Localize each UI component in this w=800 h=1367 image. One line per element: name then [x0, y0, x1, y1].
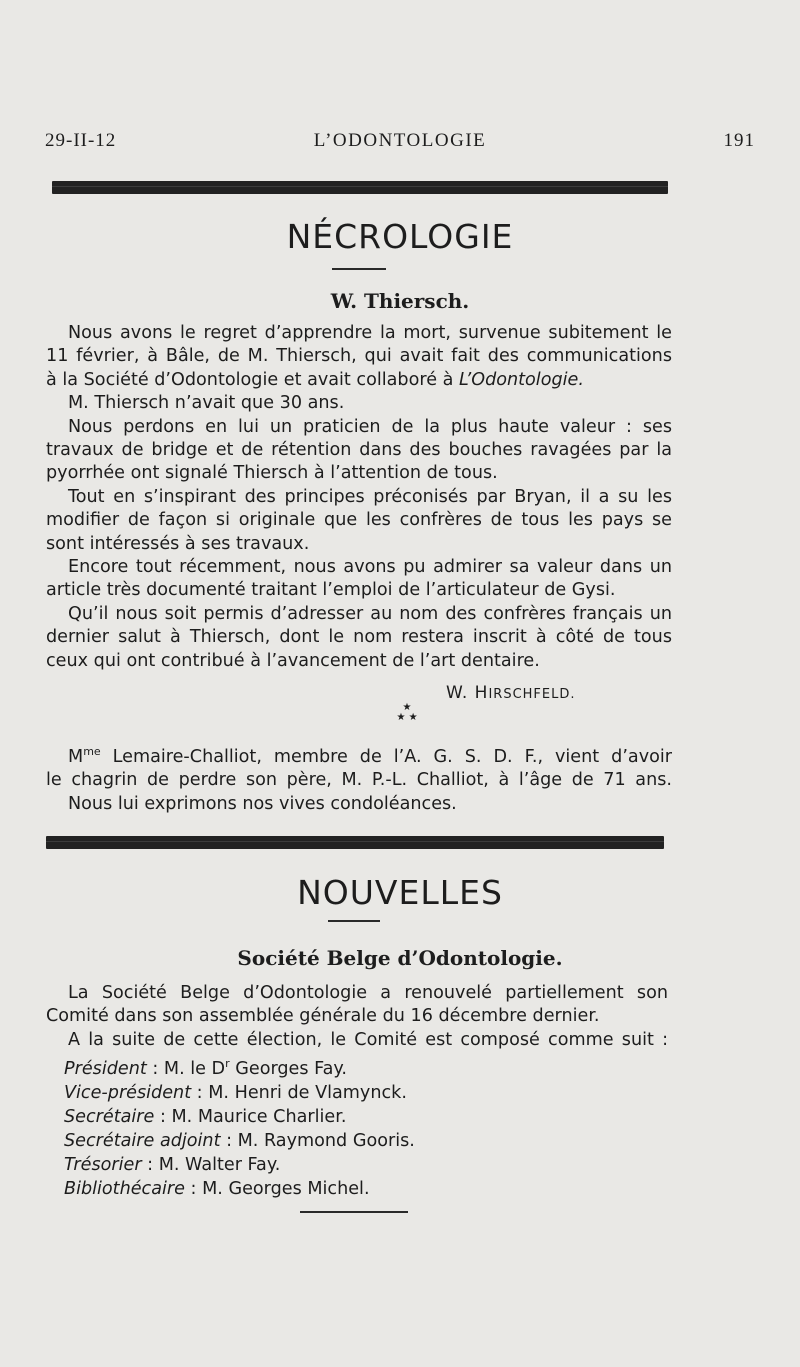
- role: Trésorier: [64, 1154, 142, 1175]
- separator: :: [141, 1154, 159, 1175]
- paragraph-nouvelles: [46, 982, 668, 1052]
- text-line: pyorrhée ont signalé Thiersch à l’attention de tous.: [46, 463, 498, 484]
- role: Secrétaire: [64, 1106, 155, 1127]
- header-journal: L’ODONTOLOGIE: [313, 130, 487, 151]
- text-line: le chagrin de perdre son père, M. P.-L. Challiot, à l’âge de 71 ans.: [46, 770, 672, 791]
- separator: :: [184, 1178, 203, 1199]
- title-underline: [332, 268, 386, 270]
- separator: :: [146, 1058, 164, 1079]
- signature-initial: W. H: [446, 683, 489, 703]
- committee-list: [64, 1052, 415, 1201]
- closing-rule: [300, 1211, 408, 1213]
- member-name: M. le D: [163, 1058, 226, 1079]
- member-name: M. Walter Fay.: [158, 1154, 281, 1175]
- running-head: [45, 130, 755, 158]
- paragraph-condolence: [46, 740, 672, 816]
- committee-member: [64, 1177, 415, 1201]
- text-line: La Société Belge d’Odontologie a renouvelé partiellement son: [68, 983, 668, 1003]
- text-line: Qu’il nous soit permis d’adresser au nom des confrères français un: [68, 603, 672, 624]
- asterism-icon: ★ ★ ★: [396, 702, 418, 723]
- text-line: [46, 369, 672, 392]
- title-superscript: me: [83, 745, 101, 758]
- subhead-societe-belge: Société Belge d’Odontologie.: [237, 946, 563, 970]
- journal-title-italic: L’Odontologie.: [458, 369, 584, 390]
- separator: :: [154, 1106, 172, 1127]
- text-line: [46, 740, 672, 769]
- role: Vice-président: [64, 1082, 192, 1103]
- section-title-necrologie: NÉCROLOGIE: [286, 217, 514, 256]
- title-underline: [328, 920, 380, 922]
- role: Président: [64, 1058, 147, 1079]
- subhead-thiersch: W. Thiersch.: [330, 289, 470, 313]
- role: Bibliothécaire: [64, 1178, 185, 1199]
- committee-member: [64, 1129, 415, 1153]
- text-line: Encore tout récemment, nous avons pu admirer sa valeur dans un: [68, 557, 672, 578]
- text-line: Nous avons le regret d’apprendre la mort, survenue subitement le: [68, 323, 672, 343]
- ornamental-rule-top: [52, 181, 668, 194]
- header-date: 29-II-12: [45, 130, 117, 151]
- text-line: sont intéressés à ses travaux.: [46, 533, 310, 554]
- page-number: 191: [723, 130, 755, 151]
- signature: [446, 683, 576, 703]
- text-line: Tout en s’inspirant des principes préconisés par Bryan, il a su les: [68, 486, 672, 507]
- text-line: ceux qui ont contribué à l’avancement de l’art dentaire.: [46, 650, 540, 671]
- member-name: M. Raymond Gooris.: [237, 1130, 415, 1151]
- text-line: article très documenté traitant l’emploi de l’articulateur de Gysi.: [46, 580, 616, 601]
- text-line: dernier salut à Thiersch, dont le nom restera inscrit à côté de tous: [46, 627, 672, 648]
- text-line: Nous perdons en lui un praticien de la plus haute valeur : ses: [68, 416, 672, 437]
- signature-surname: IRSCHFELD.: [488, 687, 576, 702]
- member-name: M. Henri de Vlamynck.: [208, 1082, 407, 1103]
- member-name: M. Maurice Charlier.: [171, 1106, 347, 1127]
- member-name-cont: Georges Fay.: [229, 1058, 347, 1079]
- text-line: M. Thiersch n’avait que 30 ans.: [68, 393, 345, 414]
- member-name-superscript: r: [225, 1057, 230, 1070]
- separator: :: [191, 1082, 209, 1103]
- text-line: A la suite de cette élection, le Comité est composé comme suit :: [68, 1029, 668, 1050]
- member-name: M. Georges Michel.: [202, 1178, 370, 1199]
- text-line: Comité dans son assemblée générale du 16 décembre dernier.: [46, 1006, 600, 1027]
- committee-member: [64, 1153, 415, 1177]
- committee-member: [64, 1105, 415, 1129]
- paragraph-announcement: [46, 322, 672, 673]
- text-line: modifier de façon si originale que les confrères de tous les pays se: [46, 510, 672, 531]
- separator: :: [220, 1130, 238, 1151]
- committee-member: [64, 1081, 415, 1105]
- text-line: Nous lui exprimons nos vives condoléances.: [68, 793, 457, 814]
- ornamental-rule-middle: [46, 836, 664, 849]
- committee-member: [64, 1052, 415, 1081]
- text-fragment: à la Société d’Odontologie et avait collaboré à: [46, 369, 459, 390]
- text-line: 11 février, à Bâle, de M. Thiersch, qui avait fait des communications: [46, 346, 672, 367]
- section-title-nouvelles: NOUVELLES: [297, 873, 503, 912]
- role: Secrétaire adjoint: [64, 1130, 221, 1151]
- text-fragment: Lemaire-Challiot, membre de l’A. G. S. D. F., vient d’avoir: [100, 746, 672, 767]
- title-abbrev: M: [68, 746, 84, 767]
- text-line: travaux de bridge et de rétention dans des bouches ravagées par la: [46, 440, 672, 461]
